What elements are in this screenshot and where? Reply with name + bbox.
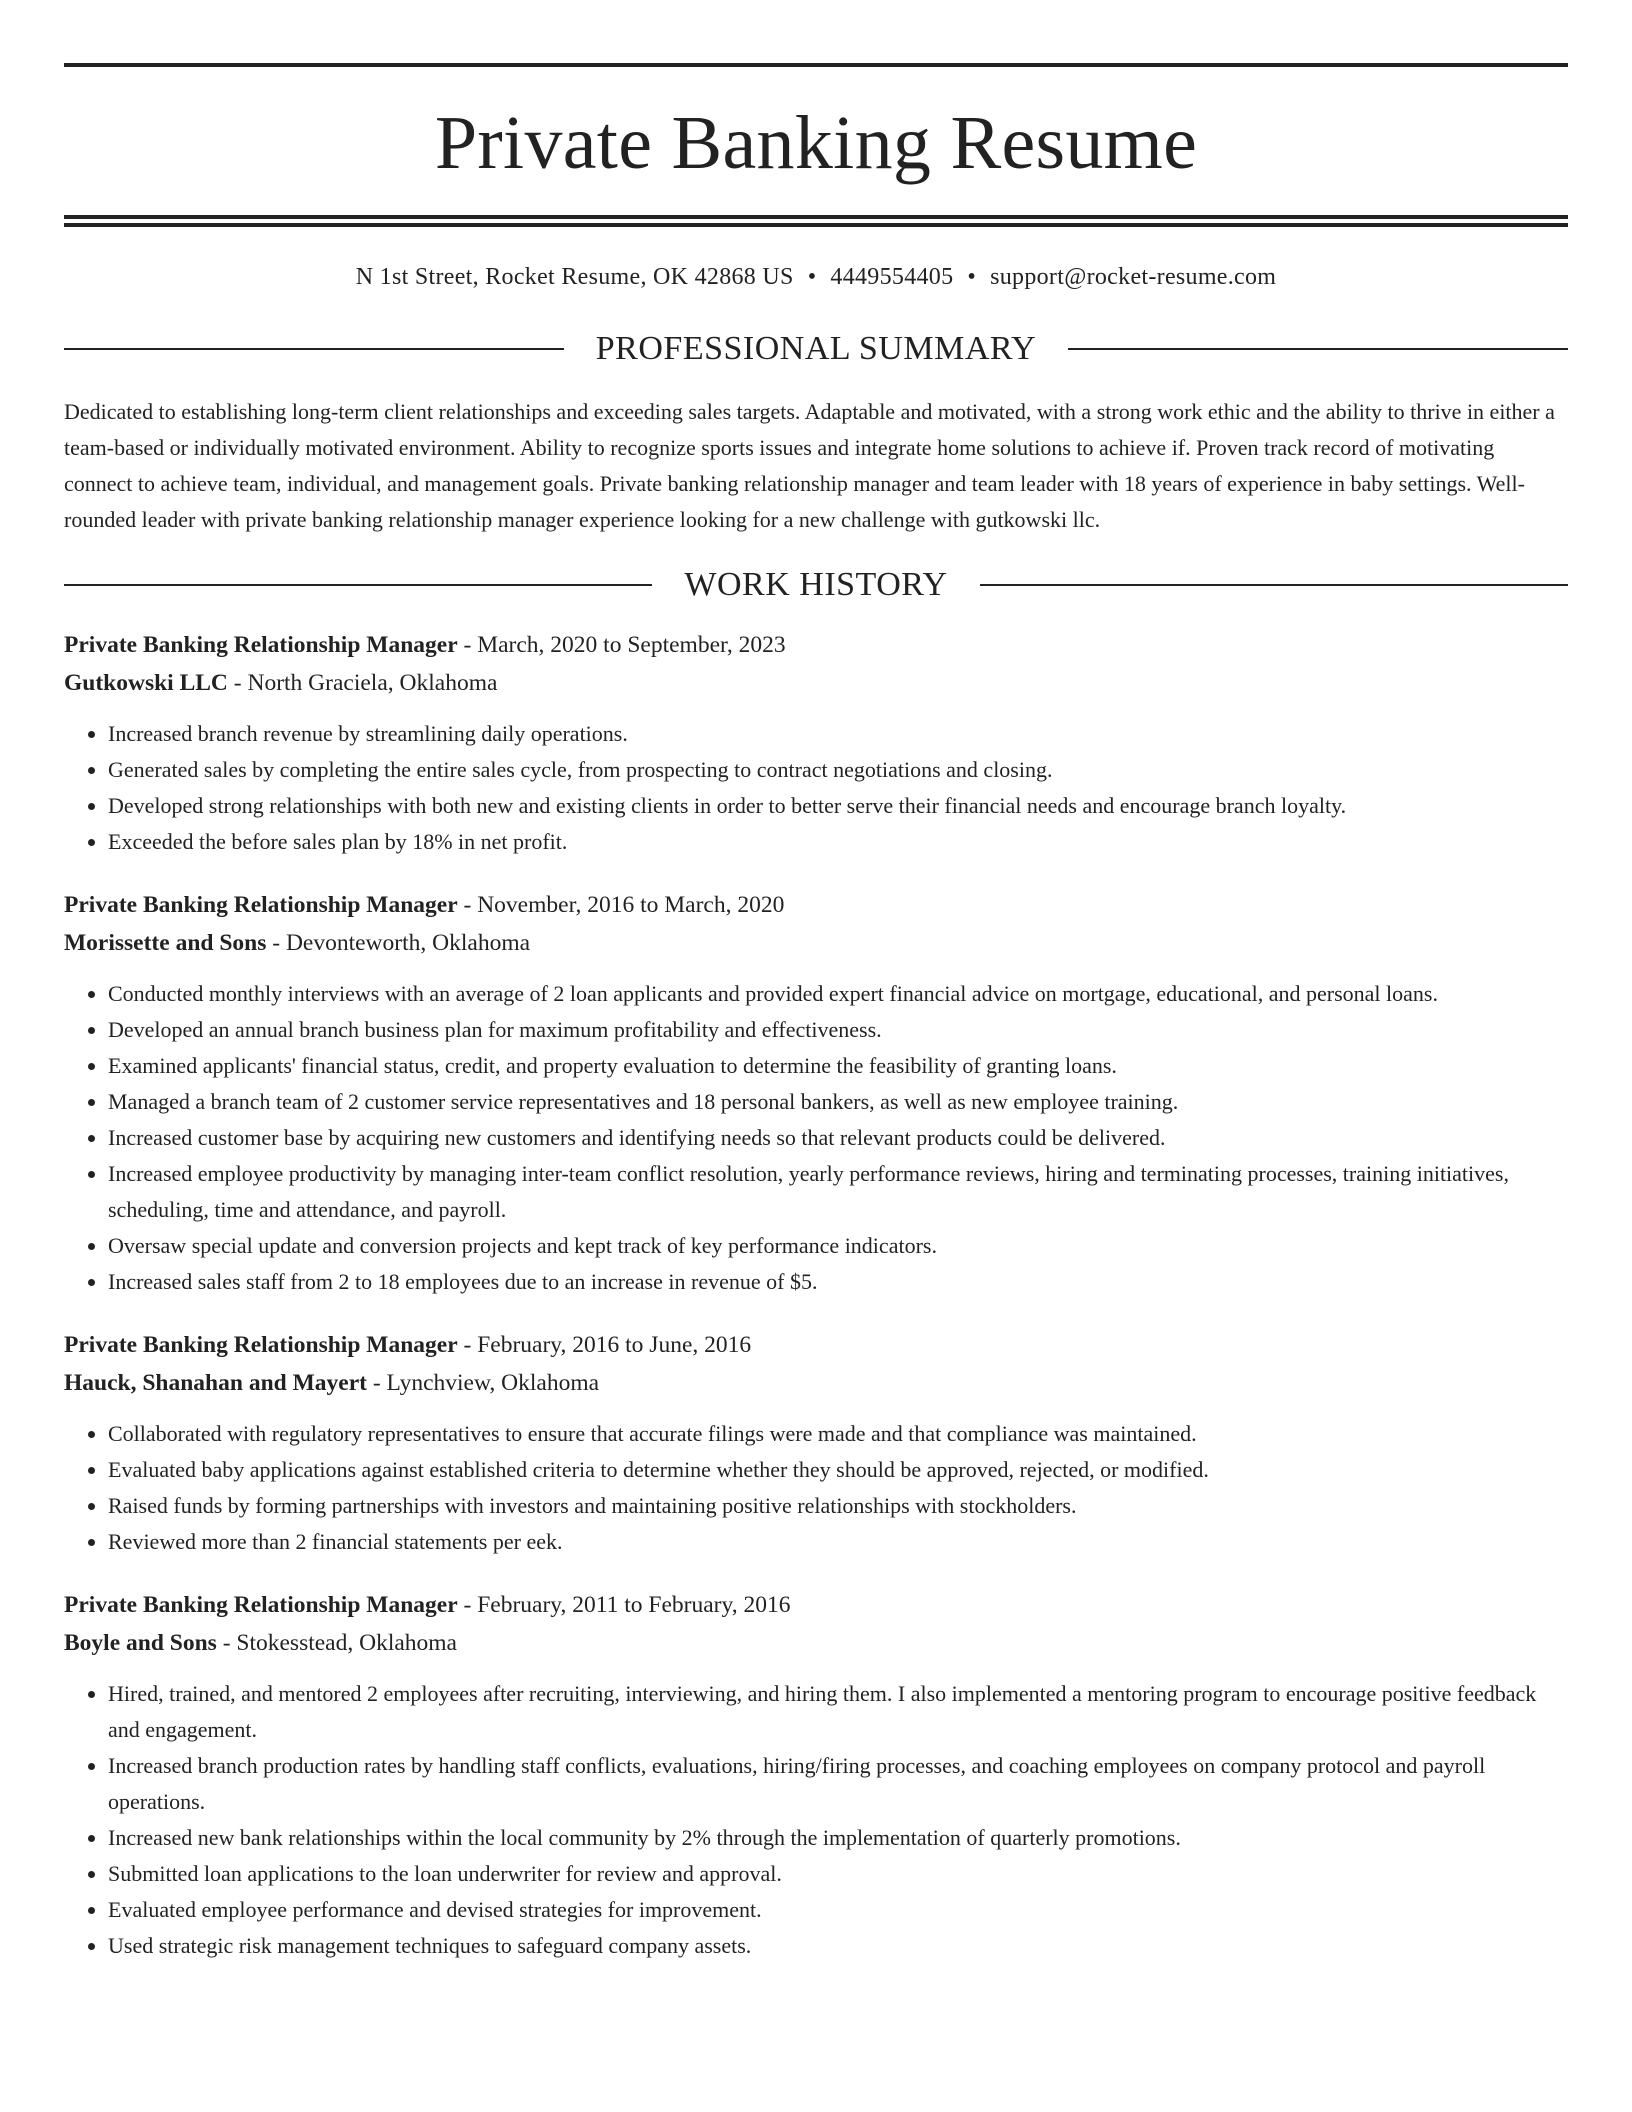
summary-text: Dedicated to establishing long-term client relationships and exceeding sales targets. Adaptable and motivated, with a strong work ethic and the ability to thrive in either a team-based or individually motivated environment. Ability to recognize sports issues and integrate home solutions to achieve if. Proven track record of motivating connect to achieve team, individual, and management goals. Private banking relationship manager and team leader with 18 years of experience in baby settings. Well-rounded leader with private banking relationship manager experience looking for a new challenge with gutkowski llc. <box>64 398 1555 532</box>
bullet-item: • Submitted loan applications to the loan underwriter for review and approval. <box>108 1856 1568 1892</box>
bullet-item: • Examined applicants' financial status, credit, and property evaluation to determine the feasibility of granting loans. <box>108 1048 1568 1084</box>
summary-heading-title: PROFESSIONAL SUMMARY <box>595 329 1037 367</box>
job-title-line <box>64 626 1568 664</box>
job-bullets <box>64 716 1568 860</box>
double-rule <box>64 215 1568 227</box>
job-company-line <box>64 664 1568 702</box>
bullet-item: • Developed an annual branch business plan for maximum profitability and effectiveness. <box>108 1012 1568 1048</box>
job-title-line <box>64 1326 1568 1364</box>
job-bullets <box>64 1676 1568 1964</box>
job-bullets <box>64 1416 1568 1560</box>
bullet-item: • Conducted monthly interviews with an average of 2 loan applicants and provided expert financial advice on mortgage, educational, and personal loans. <box>108 976 1568 1012</box>
job-dates: - March, 2020 to September, 2023 <box>457 631 786 658</box>
job-entry <box>64 1586 1568 1964</box>
job-list <box>64 626 1568 1964</box>
job-company: Gutkowski LLC <box>64 669 228 696</box>
separator-dot: • <box>967 264 977 290</box>
bullet-item: • Increased employee productivity by managing inter-team conflict resolution, yearly performance reviews, hiring and terminating processes, training initiatives, scheduling, time and attendance, and payroll. <box>108 1156 1568 1228</box>
top-rule <box>64 63 1568 67</box>
bullet-item: • Exceeded the before sales plan by 18% in net profit. <box>108 824 1568 860</box>
heading-rule-left <box>64 584 652 586</box>
work-history-heading-title: WORK HISTORY <box>684 565 948 603</box>
job-title: Private Banking Relationship Manager <box>64 631 458 658</box>
bullet-item: • Oversaw special update and conversion projects and kept track of key performance indicators. <box>108 1228 1568 1264</box>
bullet-item: • Used strategic risk management techniques to safeguard company assets. <box>108 1928 1568 1964</box>
job-location: - Devonteworth, Oklahoma <box>266 929 531 956</box>
job-company: Boyle and Sons <box>64 1629 217 1656</box>
phone: 4449554405 <box>830 264 954 290</box>
job-company: Morissette and Sons <box>64 929 267 956</box>
job-entry <box>64 1326 1568 1560</box>
email: support@rocket-resume.com <box>990 264 1277 290</box>
job-company-line <box>64 1364 1568 1402</box>
summary-heading <box>64 329 1568 367</box>
heading-rule-right <box>980 584 1568 586</box>
bullet-item: • Generated sales by completing the entire sales cycle, from prospecting to contract negotiations and closing. <box>108 752 1568 788</box>
work-history-heading <box>64 565 1568 603</box>
job-title-line <box>64 886 1568 924</box>
job-company-line <box>64 1624 1568 1662</box>
job-title: Private Banking Relationship Manager <box>64 891 458 918</box>
bullet-item: • Increased customer base by acquiring new customers and identifying needs so that relevant products could be delivered. <box>108 1120 1568 1156</box>
job-dates: - February, 2011 to February, 2016 <box>457 1591 791 1618</box>
bullet-item: • Evaluated employee performance and devised strategies for improvement. <box>108 1892 1568 1928</box>
job-company-line <box>64 924 1568 962</box>
job-location: - Stokesstead, Oklahoma <box>216 1629 457 1656</box>
resume-title: Private Banking Resume <box>434 101 1198 185</box>
job-entry <box>64 886 1568 1300</box>
heading-rule-right <box>1068 348 1568 350</box>
bullet-item: • Collaborated with regulatory representatives to ensure that accurate filings were made and that compliance was maintained. <box>108 1416 1568 1452</box>
job-title: Private Banking Relationship Manager <box>64 1331 458 1358</box>
bullet-item: • Reviewed more than 2 financial statements per eek. <box>108 1524 1568 1560</box>
bullet-item: • Managed a branch team of 2 customer service representatives and 18 personal bankers, as well as new employee training. <box>108 1084 1568 1120</box>
job-dates: - November, 2016 to March, 2020 <box>457 891 785 918</box>
bullet-item: • Evaluated baby applications against established criteria to determine whether they should be approved, rejected, or modified. <box>108 1452 1568 1488</box>
bullet-item: • Increased new bank relationships within the local community by 2% through the implementation of quarterly promotions. <box>108 1820 1568 1856</box>
job-entry <box>64 626 1568 860</box>
job-title-line <box>64 1586 1568 1624</box>
job-dates: - February, 2016 to June, 2016 <box>457 1331 752 1358</box>
contact-line <box>64 263 1568 292</box>
job-company: Hauck, Shanahan and Mayert <box>64 1369 367 1396</box>
bullet-item: • Increased sales staff from 2 to 18 employees due to an increase in revenue of $5. <box>108 1264 1568 1300</box>
bullet-item: • Increased branch production rates by handling staff conflicts, evaluations, hiring/firing processes, and coaching employees on company protocol and payroll operations. <box>108 1748 1568 1820</box>
job-location: - North Graciela, Oklahoma <box>227 669 498 696</box>
separator-dot: • <box>807 264 817 290</box>
bullet-item: • Raised funds by forming partnerships with investors and maintaining positive relationships with stockholders. <box>108 1488 1568 1524</box>
bullet-item: • Increased branch revenue by streamlining daily operations. <box>108 716 1568 752</box>
job-location: - Lynchview, Oklahoma <box>366 1369 600 1396</box>
job-bullets <box>64 976 1568 1300</box>
job-title: Private Banking Relationship Manager <box>64 1591 458 1618</box>
address: N 1st Street, Rocket Resume, OK 42868 US <box>355 264 794 290</box>
bullet-item: • Hired, trained, and mentored 2 employees after recruiting, interviewing, and hiring them. I also implemented a mentoring program to encourage positive feedback and engagement. <box>108 1676 1568 1748</box>
bullet-item: • Developed strong relationships with both new and existing clients in order to better serve their financial needs and encourage branch loyalty. <box>108 788 1568 824</box>
heading-rule-left <box>64 348 564 350</box>
